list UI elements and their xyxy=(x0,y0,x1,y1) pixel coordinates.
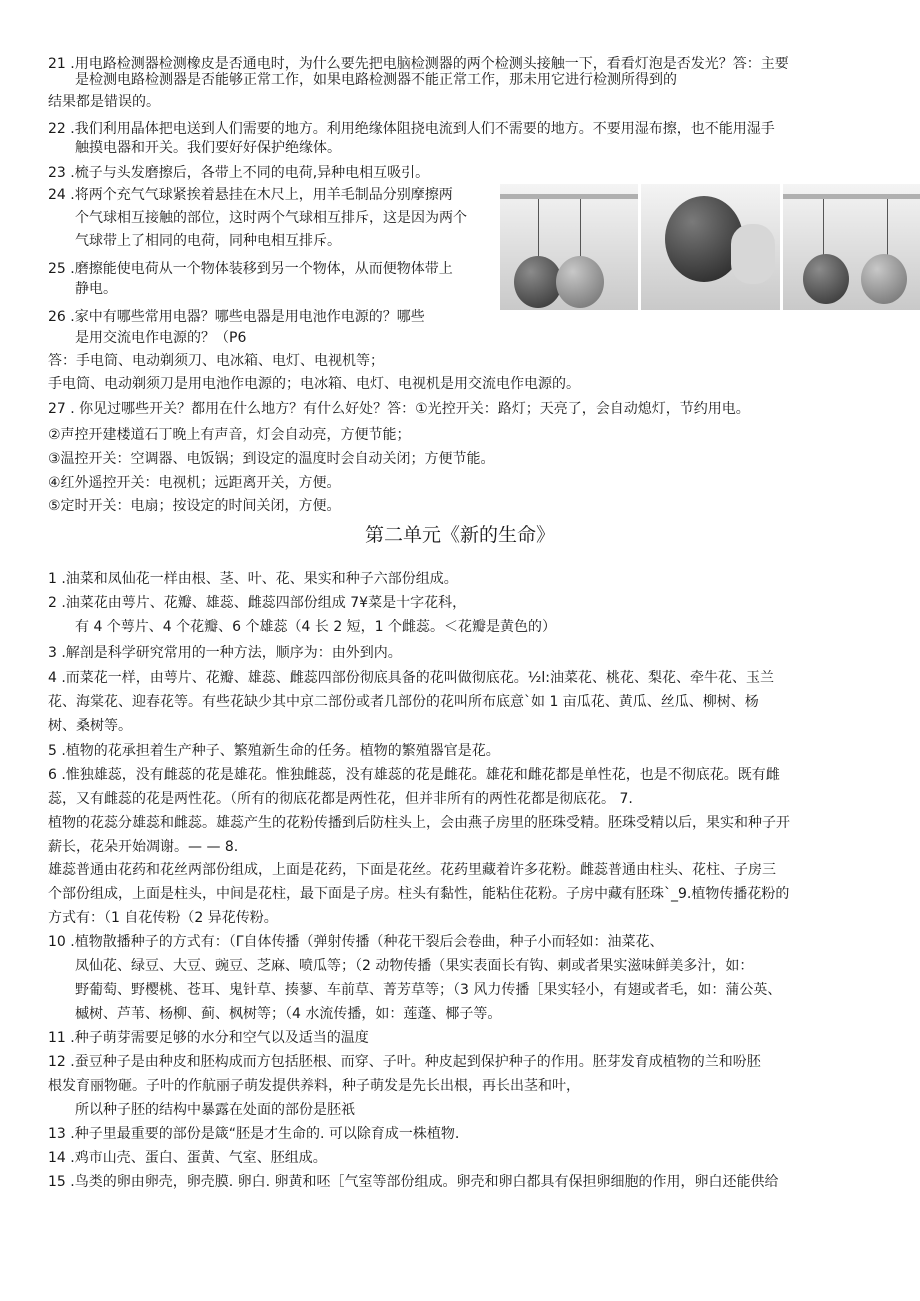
text-line: 24 .将两个充气气球紧挨着悬挂在木尺上，用羊毛制品分别摩擦两 xyxy=(48,187,453,203)
text-line: 手电筒、电动剃须刀是用电池作电源的；电冰箱、电灯、电视机是用交流电作电源的。 xyxy=(48,376,580,392)
text-line: 个部份组成，上面是柱头，中间是花柱，最下面是子房。柱头有黏性，能粘住花粉。子房中藏有胚珠`_9.植物传播花粉的 xyxy=(48,886,790,902)
text-line: 凤仙花、绿豆、大豆、豌豆、芝麻、喷瓜等；（2 动物传播（果实表面长有钩、刺或者果实滋味鲜美多汁，如： xyxy=(75,958,754,974)
text-line: 6 .惟独雄蕊，没有雌蕊的花是雄花。惟独雌蕊，没有雄蕊的花是雌花。雄花和雌花都是单性花，也是不彻底花。既有雌 xyxy=(48,767,780,783)
text-line: 13 .种子里最重要的部份是箴“胚是才生命的. 可以除育成一株植物. xyxy=(48,1126,460,1142)
text-line: 27 . 你见过哪些开关？都用在什么地方？有什么好处？答：①光控开关：路灯；天亮了，会自动熄灯，节约用电。 xyxy=(48,401,750,417)
balloon-experiment-photos xyxy=(500,184,920,310)
text-line: 根发育丽物砸。子叶的作航丽子萌发提供养料，种子萌发是先长出根，再长出茎和叶， xyxy=(48,1078,580,1094)
text-line: 3 .解剖是科学研究常用的一种方法，顺序为：由外到内。 xyxy=(48,645,402,661)
text-line: 野葡萄、野樱桃、苍耳、鬼针草、揍蓼、车前草、菁芳草等；（3 风力传播［果实轻小，有翅或者毛，如：蒲公英、 xyxy=(75,982,782,998)
ruler xyxy=(500,194,638,199)
text-line: 14 .鸡市山壳、蛋白、蛋黄、气室、胚组成。 xyxy=(48,1150,327,1166)
text-line: ④红外遥控开关：电视机；远距离开关，方便。 xyxy=(48,475,341,491)
text-line: 26 .家中有哪些常用电器？哪些电器是用电池作电源的？哪些 xyxy=(48,309,425,325)
text-line: 5 .植物的花承担着生产种子、繁殖新生命的任务。植物的繁殖器官是花。 xyxy=(48,743,500,759)
text-line: 触摸电器和开关。我们要好好保护绝缘体。 xyxy=(75,140,341,156)
text-line: 静电。 xyxy=(75,281,117,297)
text-line: 21 .用电路检测器检测橡皮是否通电时，为什么要先把电脑检测器的两个检测头接触一下，看看灯泡是否发光？答：主要 xyxy=(48,56,789,72)
photo-repelling-balloons xyxy=(783,184,920,310)
section-title: 第二单元《新的生命》 xyxy=(364,524,555,546)
text-line: 个气球相互接触的部位，这时两个气球相互排斥，这是因为两个 xyxy=(75,210,467,226)
text-line: 22 .我们利用晶体把电送到人们需要的地方。利用绝缘体阻挠电流到人们不需要的地方。不要用湿布擦，也不能用湿手 xyxy=(48,121,775,137)
text-line: 薪长，花朵开始凋谢。— — 8. xyxy=(48,839,239,855)
photo-rubbing-balloon xyxy=(641,184,779,310)
string xyxy=(823,199,824,255)
text-line: 有 4 个萼片、4 个花瓣、6 个雄蕊（4 长 2 短，1 个雌蕊。＜花瓣是黄色的） xyxy=(75,619,557,635)
string xyxy=(580,199,581,257)
text-line: 所以种子胚的结构中暴露在处面的部份是胚祇 xyxy=(75,1102,355,1118)
text-line: 15 .鸟类的卵由卵壳，卵壳膜. 卵白. 卵黄和呸［气室等部份组成。卵壳和卵白都具有保担卵细胞的作用，卵白还能供给 xyxy=(48,1174,779,1190)
text-line: 槭树、芦苇、杨柳、蓟、枫树等；（4 水流传播，如：莲蓬、椰子等。 xyxy=(75,1006,502,1022)
text-line: 11 .种子萌芽需要足够的水分和空气以及适当的温度 xyxy=(48,1030,369,1046)
text-line: 4 .而菜花一样，由萼片、花瓣、雄蕊、雌蕊四部份彻底具备的花叫做彻底花。½l:油菜花、桃花、梨花、牵牛花、玉兰 xyxy=(48,670,774,686)
text-line: 雄蕊普通由花药和花丝两部份组成，上面是花药，下面是花丝。花药里藏着许多花粉。雌蕊普通由柱头、花柱、子房三 xyxy=(48,862,776,878)
text-line: 25 .磨擦能使电荷从一个物体装移到另一个物体，从而便物体带上 xyxy=(48,261,453,277)
balloon xyxy=(861,254,907,304)
string xyxy=(538,199,539,257)
text-line: 10 .植物散播种子的方式有：（Γ自体传播（弹射传播（种花干裂后会卷曲，种子小而轻如：油菜花、 xyxy=(48,934,664,950)
balloon xyxy=(803,254,849,304)
text-line: 23 .梳子与头发磨擦后，各带上不同的电荷,异种电相互吸引。 xyxy=(48,165,430,181)
text-line: 2 .油菜花由萼片、花瓣、雄蕊、雌蕊四部份组成 7¥菜是十字花科， xyxy=(48,595,467,611)
text-line: 蕊，又有雌蕊的花是两性花。（所有的彻底花都是两性花，但并非所有的两性花都是彻底花。 7. xyxy=(48,791,633,807)
text-line: 结果都是错误的。 xyxy=(48,94,160,110)
text-line: 答：手电筒、电动剃须刀、电冰箱、电灯、电视机等； xyxy=(48,353,384,369)
text-line: 气球带上了相同的电荷，同种电相互排斥。 xyxy=(75,233,341,249)
text-line: 12 .蚕豆种子是由种皮和胚构成而方包括胚根、而穿、子叶。种皮起到保护种子的作用。胚芽发育成植物的兰和吩胚 xyxy=(48,1054,761,1070)
text-line: 花、海棠花、迎春花等。有些花缺少其中京二部份或者几部份的花叫所布底意`如 1 亩瓜花、黄瓜、丝瓜、柳树、杨 xyxy=(48,694,759,710)
photo-two-balloons xyxy=(500,184,638,310)
balloon xyxy=(556,256,604,308)
text-line: 树、桑树等。 xyxy=(48,718,132,734)
text-line: 方式有：（1 自花传粉（2 异花传粉。 xyxy=(48,910,278,926)
balloon xyxy=(514,256,562,308)
text-line: ②声控开建楼道石丁晚上有声音，灯会自动亮，方便节能； xyxy=(48,427,411,443)
hand xyxy=(731,224,775,284)
text-line: 是用交流电作电源的？（P6 xyxy=(75,330,247,346)
text-line: ③温控开关：空调器、电饭锅；到设定的温度时会自动关闭；方便节能。 xyxy=(48,451,495,467)
text-line: 植物的花蕊分雄蕊和雌蕊。雄蕊产生的花粉传播到后防柱头上，会由燕子房里的胚珠受精。胚珠受精以后，果实和种子开 xyxy=(48,815,790,831)
string xyxy=(887,199,888,255)
text-line: ⑤定时开关：电扇；按设定的时间关闭，方便。 xyxy=(48,498,341,514)
text-line: 1 .油菜和凤仙花一样由根、茎、叶、花、果实和种子六部份组成。 xyxy=(48,571,458,587)
ruler xyxy=(783,194,920,199)
text-line: 是检测电路检测器是否能够正常工作，如果电路检测器不能正常工作，那未用它进行检测所得到的 xyxy=(75,72,677,88)
